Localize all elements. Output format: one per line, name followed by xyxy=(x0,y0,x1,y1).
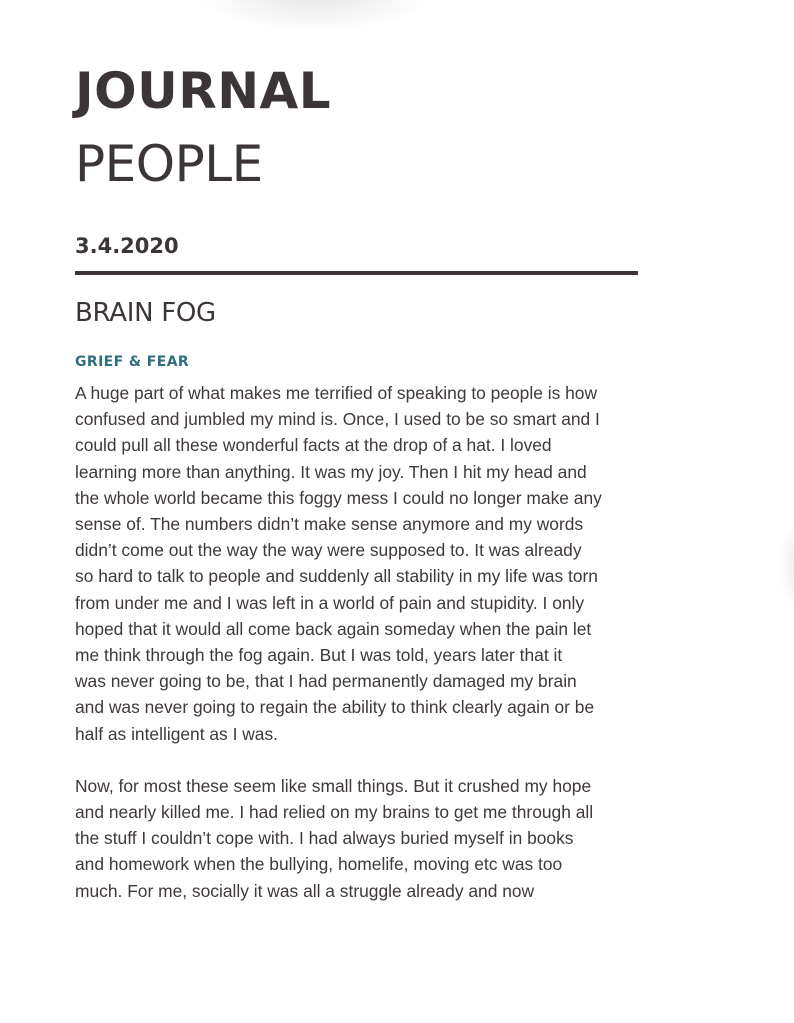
journal-subtitle: PEOPLE xyxy=(75,135,263,193)
text-line: me think through the fog again. But I was told, years later that it xyxy=(75,645,563,666)
divider-rule xyxy=(75,271,638,275)
page-shadow-top xyxy=(200,0,430,30)
text-line: the whole world became this foggy mess I could no longer make any xyxy=(75,487,602,508)
entry-date: 3.4.2020 xyxy=(75,234,179,258)
text-line: sense of. The numbers didn’t make sense anymore and my words xyxy=(75,514,584,535)
text-line: from under me and I was left in a world of pain and stupidity. I only xyxy=(75,592,585,613)
text-line: the stuff I couldn’t cope with. I had always buried myself in books xyxy=(75,828,574,849)
text-line: learning more than anything. It was my joy. Then I hit my head and xyxy=(75,461,587,482)
entry-paragraph xyxy=(75,380,640,747)
text-line: half as intelligent as I was. xyxy=(75,723,278,744)
text-line: didn’t come out the way the way were supposed to. It was already xyxy=(75,540,582,561)
text-line: much. For me, socially it was all a struggle already and now xyxy=(75,880,535,901)
text-line: confused and jumbled my mind is. Once, I used to be so smart and I xyxy=(75,409,600,430)
entry-body xyxy=(75,380,640,930)
text-line: and homework when the bullying, homelife, moving etc was too xyxy=(75,854,563,875)
text-line: hoped that it would all come back again someday when the pain let xyxy=(75,618,592,639)
text-line: was never going to be, that I had permanently damaged my brain xyxy=(75,671,577,692)
text-line: and nearly killed me. I had relied on my brains to get me through all xyxy=(75,802,594,823)
entry-title: BRAIN FOG xyxy=(75,298,216,328)
text-line: could pull all these wonderful facts at the drop of a hat. I loved xyxy=(75,435,552,456)
text-line: Now, for most these seem like small things. But it crushed my hope xyxy=(75,775,592,796)
text-line: A huge part of what makes me terrified of speaking to people is how xyxy=(75,383,598,403)
entry-category-tag: GRIEF & FEAR xyxy=(75,354,190,370)
text-line: and was never going to regain the ability to think clearly again or be xyxy=(75,697,595,718)
text-line: so hard to talk to people and suddenly all stability in my life was torn xyxy=(75,566,598,587)
page-shadow-right xyxy=(778,520,794,610)
journal-title: JOURNAL xyxy=(75,62,332,120)
entry-paragraph xyxy=(75,773,640,904)
